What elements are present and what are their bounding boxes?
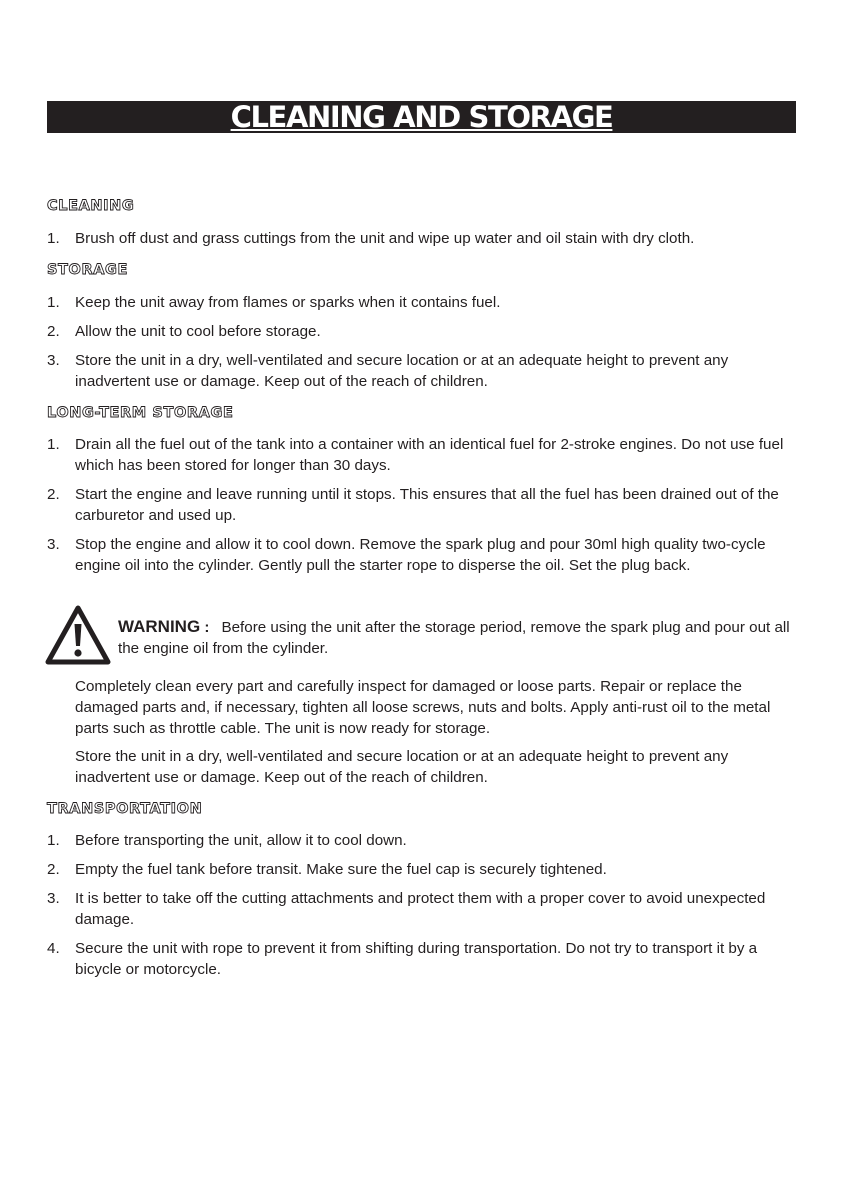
item-text: Drain all the fuel out of the tank into a container with an identical fuel for 2-stroke engines. Do not use fuel which has been stored for longer than 30 days. xyxy=(75,436,784,474)
long-term-storage-list xyxy=(47,434,807,576)
long-term-storage-paragraph: Completely clean every part and carefully inspect for damaged or loose parts. Repair or replace the damaged parts and, if necessary, tighten all loose screws, nuts and bolts. Apply anti-rust oil to the metal parts such as throttle cable. The unit is now ready for storage. xyxy=(75,678,771,737)
item-text: Stop the engine and allow it to cool down. Remove the spark plug and pour 30ml high quality two-cycle engine oil into the cylinder. Gently pull the starter rope to disperse the oil. Set the plug back. xyxy=(75,536,766,574)
list-item xyxy=(47,228,807,249)
cleaning-list xyxy=(47,228,807,249)
item-text: Store the unit in a dry, well-ventilated and secure location or at an adequate height to prevent any inadvertent use or damage. Keep out of the reach of children. xyxy=(75,352,729,390)
list-item xyxy=(47,350,807,392)
item-text: Secure the unit with rope to prevent it from shifting during transportation. Do not try to transport it by a bicycle or motorcycle. xyxy=(75,940,758,978)
list-item xyxy=(47,888,807,930)
warning-label: WARNING xyxy=(118,617,201,636)
item-number: 2. xyxy=(47,323,60,340)
item-number: 3. xyxy=(47,536,60,553)
transportation-heading: TRANSPORTATION xyxy=(47,801,203,817)
warning-colon: : xyxy=(204,619,210,636)
item-text: Allow the unit to cool before storage. xyxy=(75,323,321,340)
warning-text: Before using the unit after the storage period, remove the spark plug and pour out all the engine oil from the cylinder. xyxy=(118,619,790,657)
cleaning-heading: CLEANING xyxy=(47,198,135,214)
storage-list xyxy=(47,292,807,392)
item-number: 3. xyxy=(47,352,60,369)
long-term-storage-heading: LONG-TERM STORAGE xyxy=(47,405,234,421)
list-item xyxy=(47,830,807,851)
long-term-storage-paragraph: Store the unit in a dry, well-ventilated and secure location or at an adequate height to prevent any inadvertent use or damage. Keep out of the reach of children. xyxy=(75,748,729,786)
storage-heading: STORAGE xyxy=(47,262,129,278)
list-item xyxy=(47,321,807,342)
transportation-list xyxy=(47,830,807,980)
page-title: CLEANING AND STORAGE xyxy=(47,101,796,133)
list-item xyxy=(47,292,807,313)
item-number: 1. xyxy=(47,230,60,247)
item-text: Keep the unit away from flames or sparks when it contains fuel. xyxy=(75,294,501,311)
item-number: 1. xyxy=(47,832,60,849)
item-number: 1. xyxy=(47,294,60,311)
warning-callout xyxy=(118,616,808,659)
list-item xyxy=(47,859,807,880)
item-number: 3. xyxy=(47,890,60,907)
list-item xyxy=(47,484,807,526)
item-number: 4. xyxy=(47,940,60,957)
item-number: 2. xyxy=(47,861,60,878)
item-text: Start the engine and leave running until it stops. This ensures that all the fuel has been drained out of the carburetor and used up. xyxy=(75,486,779,524)
warning-triangle-icon xyxy=(45,604,111,666)
list-item xyxy=(47,938,807,980)
list-item xyxy=(47,434,807,476)
item-number: 2. xyxy=(47,486,60,503)
item-text: It is better to take off the cutting attachments and protect them with a proper cover to avoid unexpected damage. xyxy=(75,890,766,928)
item-text: Empty the fuel tank before transit. Make sure the fuel cap is securely tightened. xyxy=(75,861,607,878)
item-number: 1. xyxy=(47,436,60,453)
item-text: Brush off dust and grass cuttings from the unit and wipe up water and oil stain with dry cloth. xyxy=(75,230,695,247)
list-item xyxy=(47,534,807,576)
item-text: Before transporting the unit, allow it to cool down. xyxy=(75,832,407,849)
